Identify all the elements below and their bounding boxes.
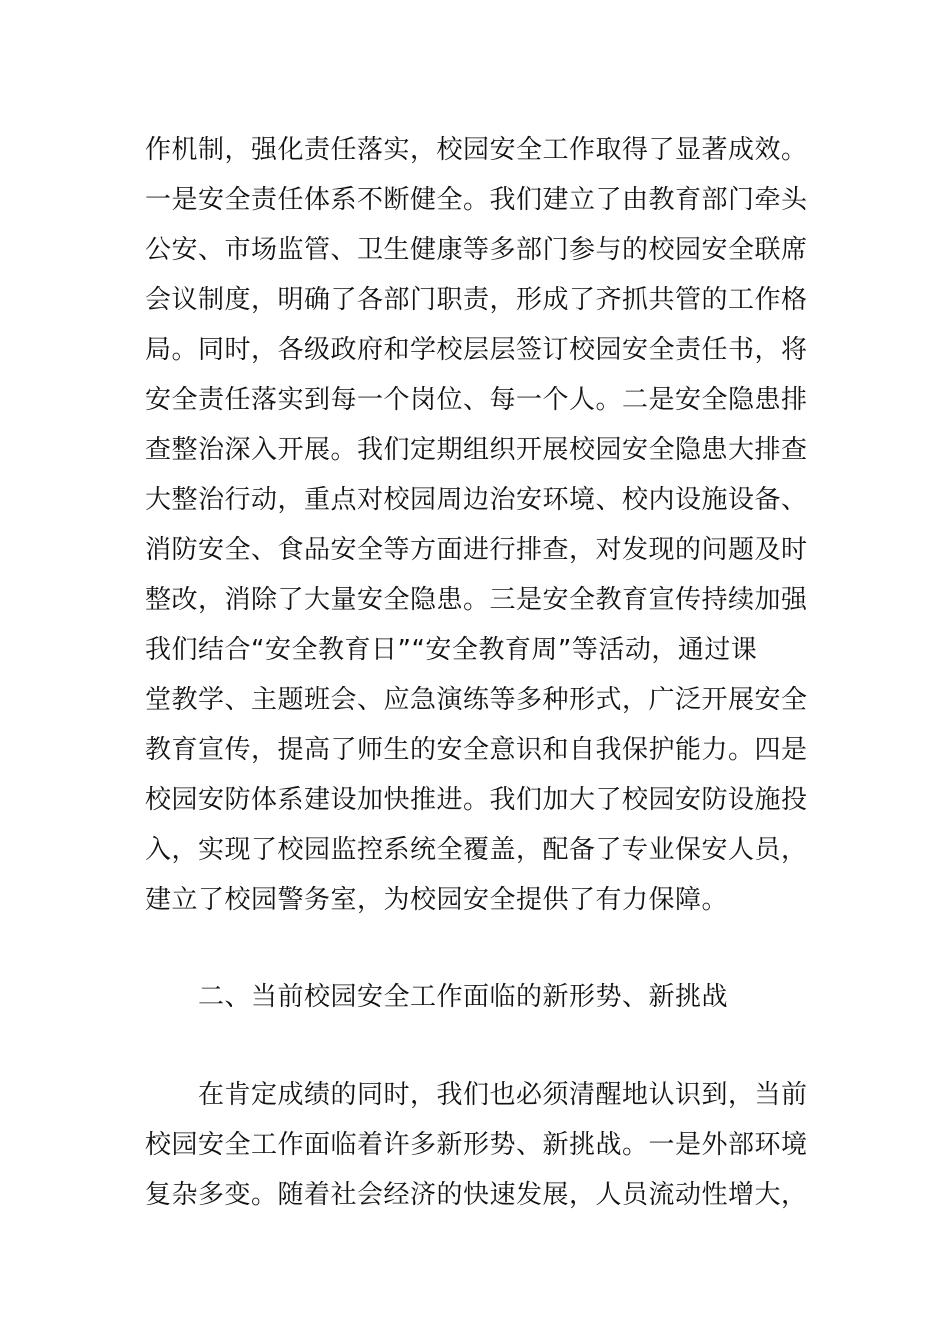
paragraph-line: 局。同时，各级政府和学校层层签订校园安全责任书，将 (145, 335, 808, 365)
paragraph-line: 在肯定成绩的同时，我们也必须清醒地认识到，当前 (198, 1080, 808, 1110)
paragraph-line: 一是安全责任体系不断健全。我们建立了由教育部门牵头 (145, 185, 808, 215)
paragraph-line: 消防安全、食品安全等方面进行排查，对发现的问题及时 (145, 535, 808, 565)
paragraph-line: 作机制，强化责任落实，校园安全工作取得了显著成效。 (145, 135, 808, 165)
paragraph-line: 复杂多变。随着社会经济的快速发展，人员流动性增大， (145, 1180, 808, 1210)
paragraph-line: 我们结合“安全教育日”“安全教育周”等活动，通过课 (145, 635, 758, 665)
paragraph-line: 教育宣传，提高了师生的安全意识和自我保护能力。四是 (145, 735, 808, 765)
section-heading: 二、当前校园安全工作面临的新形势、新挑战 (198, 982, 729, 1012)
paragraph-line: 入，实现了校园监控系统全覆盖，配备了专业保安人员， (145, 835, 808, 865)
paragraph-line: 会议制度，明确了各部门职责，形成了齐抓共管的工作格 (145, 285, 808, 315)
paragraph-line: 校园安防体系建设加快推进。我们加大了校园安防设施投 (145, 785, 808, 815)
paragraph-line: 大整治行动，重点对校园周边治安环境、校内设施设备、 (145, 485, 808, 515)
paragraph-line: 公安、市场监管、卫生健康等多部门参与的校园安全联席 (145, 235, 808, 265)
paragraph-line: 整改，消除了大量安全隐患。三是安全教育宣传持续加强 (145, 585, 808, 615)
paragraph-line: 建立了校园警务室，为校园安全提供了有力保障。 (145, 885, 729, 915)
paragraph-line: 堂教学、主题班会、应急演练等多种形式，广泛开展安全 (145, 685, 808, 715)
paragraph-line: 校园安全工作面临着许多新形势、新挑战。一是外部环境 (145, 1130, 808, 1160)
paragraph-line: 安全责任落实到每一个岗位、每一个人。二是安全隐患排 (145, 385, 808, 415)
paragraph-line: 查整治深入开展。我们定期组织开展校园安全隐患大排查 (145, 435, 808, 465)
